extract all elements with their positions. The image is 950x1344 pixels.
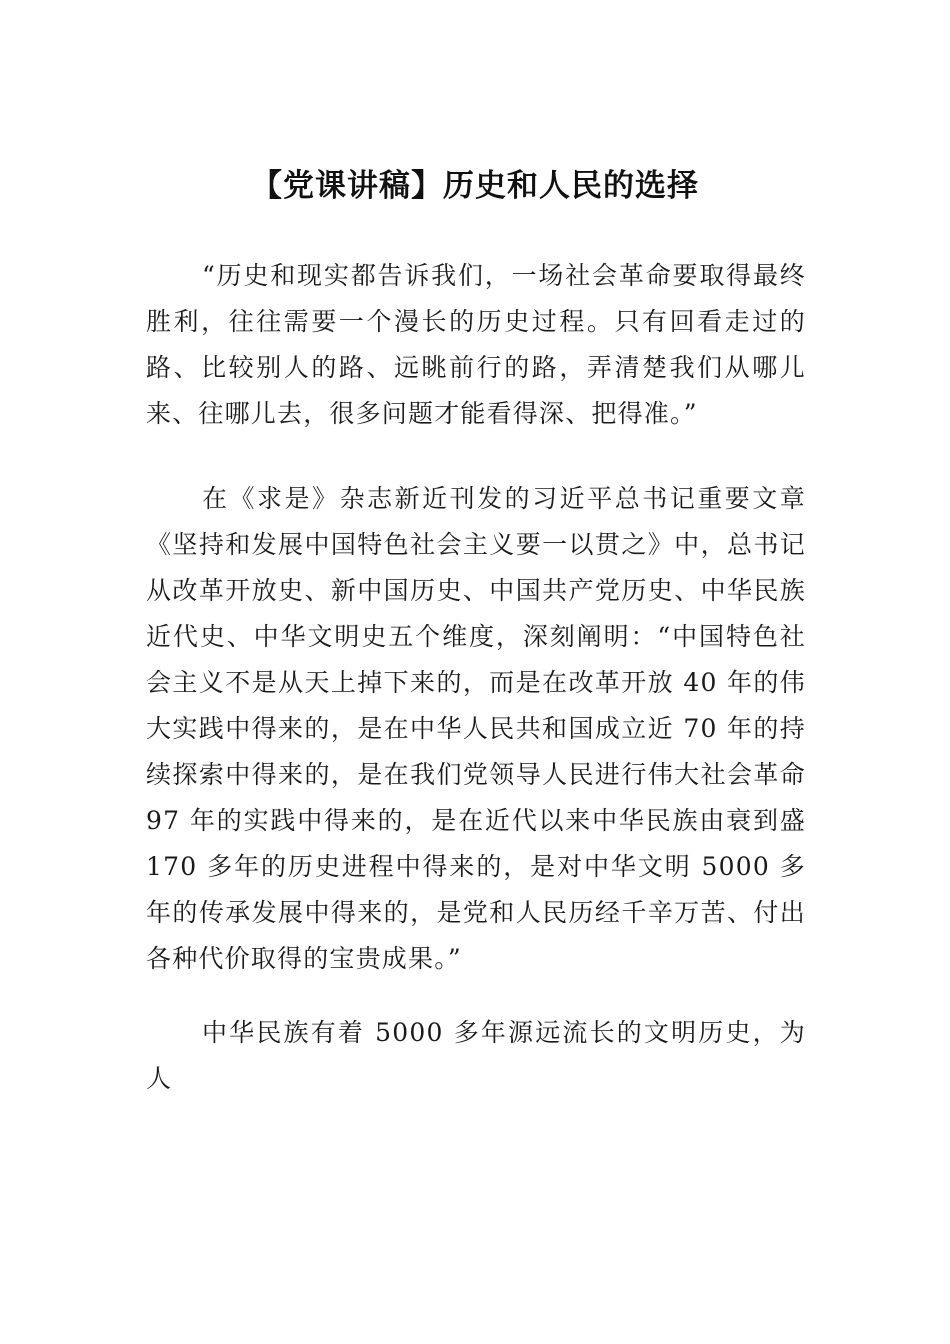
paragraph-qiushi-article: 在《求是》杂志新近刊发的习近平总书记重要文章《坚持和发展中国特色社会主义要一以贯之》中，总书记从改革开放史、新中国历史、中国共产党历史、中华民族近代史、中华文明史五个维度，深刻阐明：“中国特色社会主义不是从天上掉下来的，而是在改革开放 40 年的伟大实践中得来的，是在中华人民共和国成立近 70 年的持续探索中得来的，是在我们党领导人民进行伟大社会革命 97 年的实践中得来的，是在近代以来中华民族由衰到盛 170 多年的历史进程中得来的，是对中华文明 5000 多年的传承发展中得来的，是党和人民历经千辛万苦、付出各种代价取得的宝贵成果。” — [146, 484, 806, 973]
paragraph-civilization: 中华民族有着 5000 多年源远流长的文明历史，为人 — [146, 1018, 806, 1093]
document-title: 【党课讲稿】历史和人民的选择 — [251, 168, 699, 204]
paragraph-quote: “历史和现实都告诉我们，一场社会革命要取得最终胜利，往往需要一个漫长的历史过程。只有回看走过的路、比较别人的路、远眺前行的路，弄清楚我们从哪儿来、往哪儿去，很多问题才能看得深、把得准。” — [146, 261, 806, 428]
